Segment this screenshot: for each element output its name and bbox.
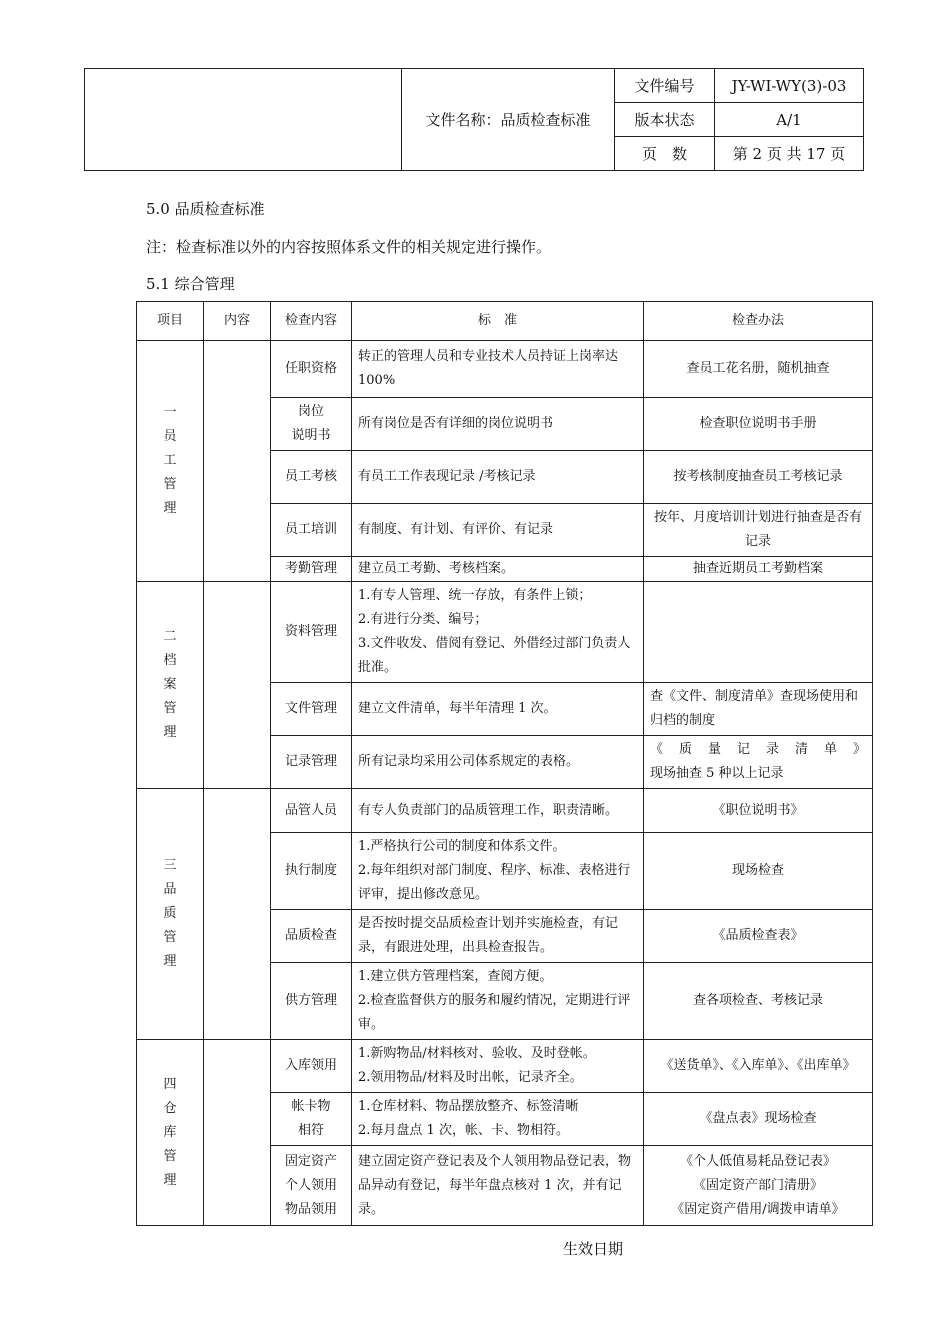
page-label: 页 数: [615, 137, 715, 171]
method-text: 查员工花名册，随机抽查: [644, 341, 873, 398]
method-text: [644, 582, 873, 683]
standard-text: 有制度、有计划、有评价、有记录: [352, 504, 644, 557]
col-header-content: 内容: [204, 302, 271, 341]
content-cell-empty: [204, 582, 271, 789]
group-employee-management: 一 员 工 管 理: [137, 341, 204, 582]
method-text: 抽查近期员工考勤档案: [644, 557, 873, 582]
standard-text: 有专人负责部门的品质管理工作，职责清晰。: [352, 789, 644, 833]
check-item: 执行制度: [271, 833, 352, 910]
check-item: 供方管理: [271, 963, 352, 1040]
check-item: 任职资格: [271, 341, 352, 398]
method-text: 查各项检查、考核记录: [644, 963, 873, 1040]
col-header-standard: 标 准: [352, 302, 644, 341]
standard-text: 有员工工作表现记录 /考核记录: [352, 451, 644, 504]
check-item: 品管人员: [271, 789, 352, 833]
method-text: 检查职位说明书手册: [644, 398, 873, 451]
table-row: [137, 341, 873, 398]
standard-text: 建立员工考勤、考核档案。: [352, 557, 644, 582]
check-item: 员工培训: [271, 504, 352, 557]
check-item: 品质检查: [271, 910, 352, 963]
section-heading-5-1: 5.1 综合管理: [146, 275, 235, 293]
standard-text: 1.有专人管理、统一存放，有条件上锁； 2.有进行分类、编号； 3.文件收发、借阅有登记、外借经过部门负责人批准。: [352, 582, 644, 683]
standard-text: 1.建立供方管理档案，查阅方便。 2.检查监督供方的服务和履约情况，定期进行评审。: [352, 963, 644, 1040]
method-text: 《个人低值易耗品登记表》 《固定资产部门清册》 《固定资产借用/调拨申请单》: [644, 1146, 873, 1226]
doc-number-value: JY-WI-WY(3)-03: [715, 69, 864, 103]
standard-text: 建立固定资产登记表及个人领用物品登记表，物品异动有登记，每半年盘点核对 1 次，并有记录。: [352, 1146, 644, 1226]
method-text: 查《文件、制度清单》查现场使用和归档的制度: [644, 683, 873, 736]
method-text: 按年、月度培训计划进行抽查是否有记录: [644, 504, 873, 557]
col-header-check-content: 检查内容: [271, 302, 352, 341]
group-warehouse-management: 四 仓 库 管 理: [137, 1040, 204, 1226]
check-item: 文件管理: [271, 683, 352, 736]
method-text: 《品质检查表》: [644, 910, 873, 963]
col-header-project: 项目: [137, 302, 204, 341]
effective-date-label: 生效日期: [563, 1240, 624, 1258]
standard-text: 是否按时提交品质检查计划并实施检查，有记录，有跟进处理，出具检查报告。: [352, 910, 644, 963]
group-quality-management: 三 品 质 管 理: [137, 789, 204, 1040]
section-heading-5-0: 5.0 品质检查标准: [146, 200, 265, 218]
note-text: 注：检查标准以外的内容按照体系文件的相关规定进行操作。: [146, 238, 552, 256]
table-row: [137, 789, 873, 833]
standard-text: 1.新购物品/材料核对、验收、及时登帐。 2.领用物品/材料及时出帐，记录齐全。: [352, 1040, 644, 1093]
check-item: 岗位 说明书: [271, 398, 352, 451]
logo-cell: [85, 69, 402, 171]
table-header-row: [137, 302, 873, 341]
standard-text: 所有记录均采用公司体系规定的表格。: [352, 736, 644, 789]
method-text: 《职位说明书》: [644, 789, 873, 833]
content-cell-empty: [204, 1040, 271, 1226]
col-header-method: 检查办法: [644, 302, 873, 341]
method-text: 《质量记录清单》 现场抽查 5 种以上记录: [644, 736, 873, 789]
check-item: 资料管理: [271, 582, 352, 683]
group-archive-management: 二 档 案 管 理: [137, 582, 204, 789]
content-cell-empty: [204, 341, 271, 582]
doc-number-label: 文件编号: [615, 69, 715, 103]
check-item: 固定资产 个人领用 物品领用: [271, 1146, 352, 1226]
document-header-table: [84, 68, 864, 171]
check-item: 员工考核: [271, 451, 352, 504]
version-value: A/1: [715, 103, 864, 137]
table-row: [137, 582, 873, 683]
content-cell-empty: [204, 789, 271, 1040]
table-row: [137, 1040, 873, 1093]
standard-text: 1.仓库材料、物品摆放整齐、标签清晰 2.每月盘点 1 次，帐、卡、物相符。: [352, 1093, 644, 1146]
method-text: 现场检查: [644, 833, 873, 910]
standard-text: 转正的管理人员和专业技术人员持证上岗率达 100%: [352, 341, 644, 398]
check-item: 记录管理: [271, 736, 352, 789]
standard-text: 所有岗位是否有详细的岗位说明书: [352, 398, 644, 451]
check-item: 帐卡物 相符: [271, 1093, 352, 1146]
standard-text: 1.严格执行公司的制度和体系文件。 2.每年组织对部门制度、程序、标准、表格进行评审，提出修改意见。: [352, 833, 644, 910]
method-text: 《盘点表》现场检查: [644, 1093, 873, 1146]
check-item: 考勤管理: [271, 557, 352, 582]
file-name: 文件名称：品质检查标准: [402, 69, 615, 171]
version-label: 版本状态: [615, 103, 715, 137]
page-value: 第 2 页 共 17 页: [715, 137, 864, 171]
method-text: 按考核制度抽查员工考核记录: [644, 451, 873, 504]
check-item: 入库领用: [271, 1040, 352, 1093]
inspection-standard-table: [136, 301, 873, 1226]
standard-text: 建立文件清单，每半年清理 1 次。: [352, 683, 644, 736]
method-text: 《送货单》、《入库单》、《出库单》: [644, 1040, 873, 1093]
